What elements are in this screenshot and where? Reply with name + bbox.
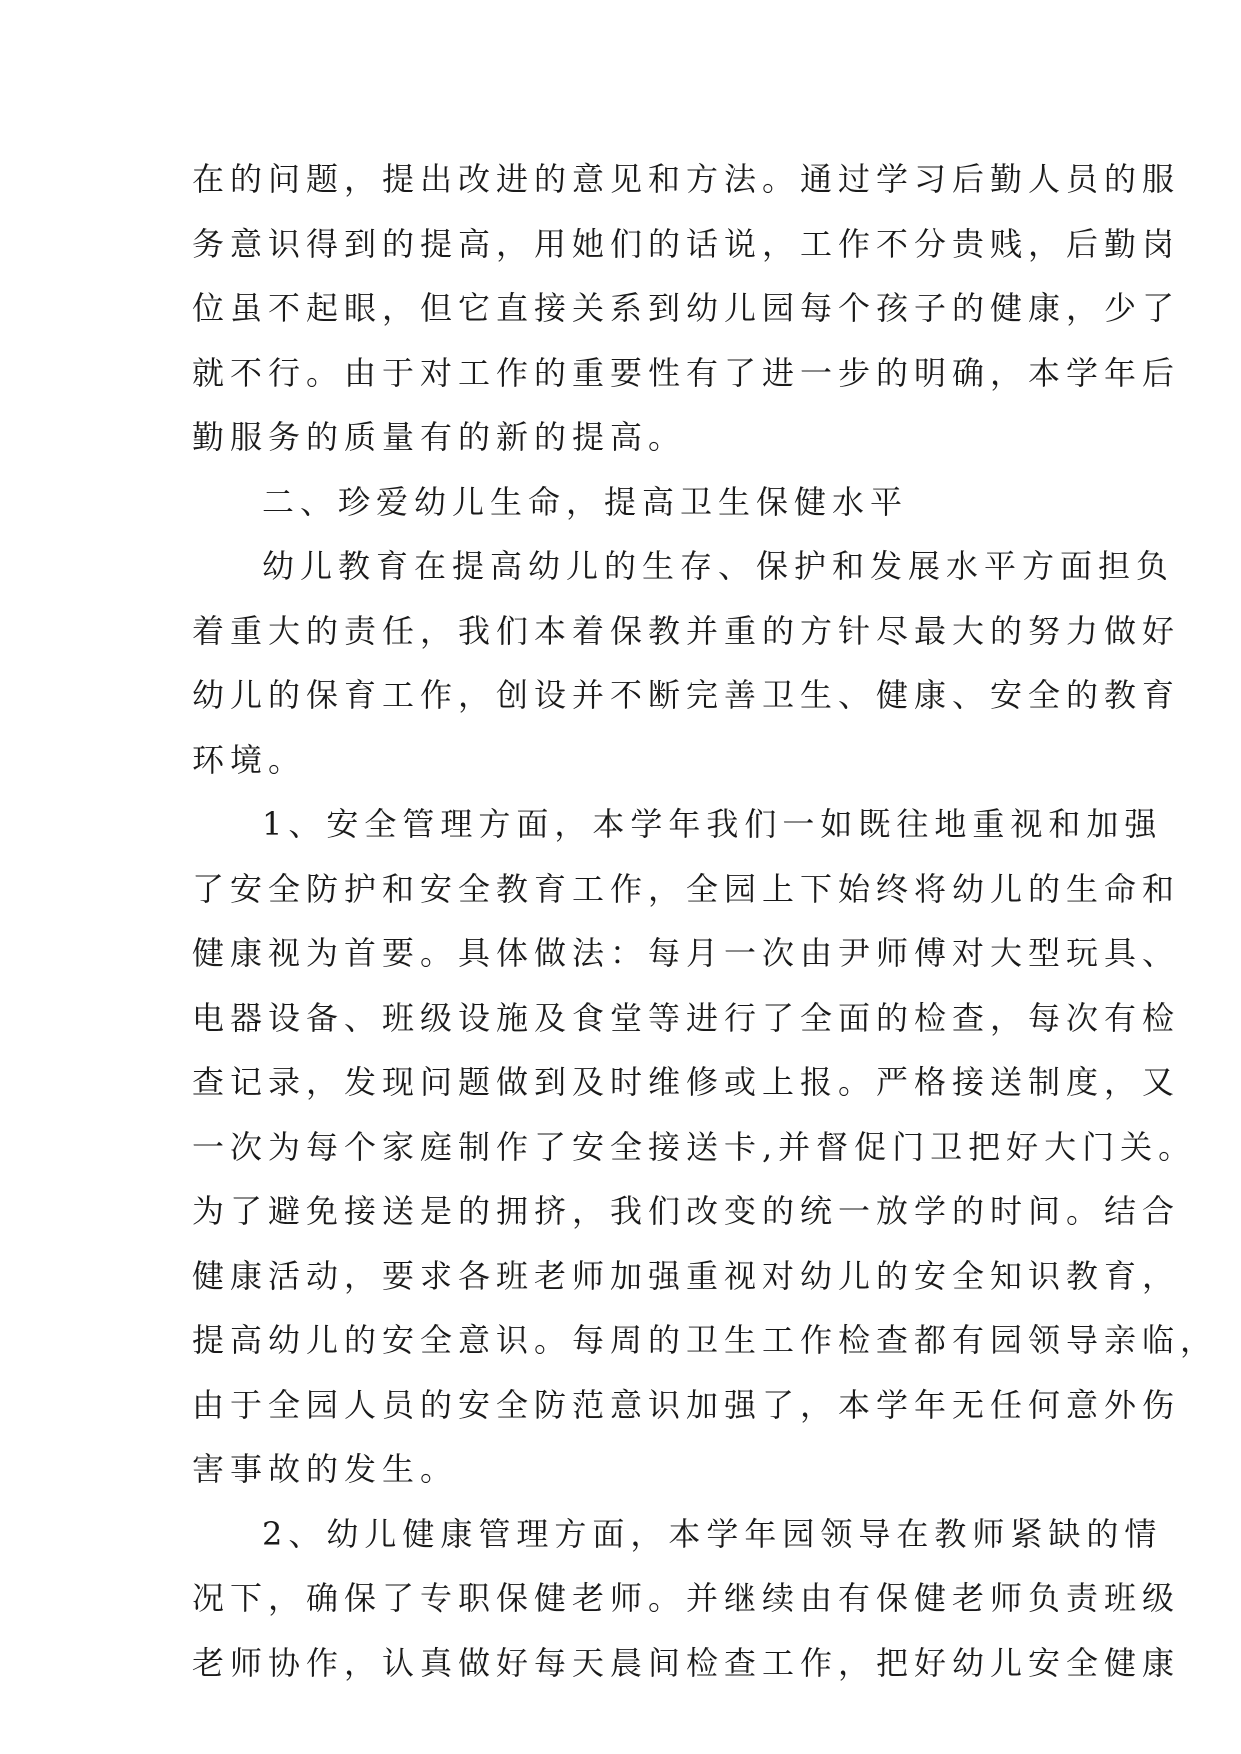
paragraph-continuation (192, 147, 1181, 470)
text-line: 由于全园人员的安全防范意识加强了，本学年无任何意外伤 (192, 1385, 1181, 1424)
text-line: 幼儿教育在提高幼儿的生存、保护和发展水平方面担负 (262, 547, 1175, 585)
text-line: 着重大的责任，我们本着保教并重的方针尽最大的努力做好 (192, 611, 1181, 650)
text-line: 为了避免接送是的拥挤，我们改变的统一放学的时间。结合 (192, 1192, 1181, 1230)
paragraph-safety-management (192, 792, 1219, 1502)
text-line: 就不行。由于对工作的重要性有了进一步的明确，本学年后 (192, 353, 1181, 392)
text-line: 1、安全管理方面，本学年我们一如既往地重视和加强 (262, 805, 1163, 843)
text-line: 健康视为首要。具体做法：每月一次由尹师傅对大型玩具、 (192, 934, 1181, 972)
text-line: 务意识得到的提高，用她们的话说，工作不分贵贱，后勤岗 (192, 224, 1181, 263)
text-line: 查记录，发现问题做到及时维修或上报。严格接送制度，又 (192, 1063, 1181, 1101)
paragraph-intro (192, 534, 1181, 792)
text-line: 电器设备、班级设施及食堂等进行了全面的检查，每次有检 (192, 998, 1181, 1037)
text-line: 况下，确保了专职保健老师。并继续由有保健老师负责班级 (192, 1579, 1181, 1617)
text-line: 幼儿的保育工作，创设并不断完善卫生、健康、安全的教育 (192, 676, 1181, 714)
text-line: 二、珍爱幼儿生命，提高卫生保健水平 (262, 482, 909, 521)
text-line: 老师协作，认真做好每天晨间检查工作，把好幼儿安全健康 (192, 1643, 1181, 1682)
text-line: 环境。 (192, 740, 307, 779)
text-line: 提高幼儿的安全意识。每周的卫生工作检查都有园领导亲临， (192, 1321, 1219, 1359)
paragraph-health-management (192, 1502, 1181, 1696)
text-line: 一次为每个家庭制作了安全接送卡,并督促门卫把好大门关。 (192, 1127, 1197, 1166)
document-body (192, 147, 1219, 1695)
text-line: 2、幼儿健康管理方面，本学年园领导在教师紧缺的情 (262, 1514, 1163, 1553)
text-line: 了安全防护和安全教育工作，全园上下始终将幼儿的生命和 (192, 869, 1181, 908)
section-heading (192, 470, 1050, 535)
text-line: 位虽不起眼，但它直接关系到幼儿园每个孩子的健康，少了 (192, 289, 1181, 327)
text-line: 在的问题，提出改进的意见和方法。通过学习后勤人员的服 (192, 160, 1181, 198)
text-line: 害事故的发生。 (192, 1450, 459, 1488)
text-line: 健康活动，要求各班老师加强重视对幼儿的安全知识教育， (192, 1256, 1181, 1295)
text-line: 勤服务的质量有的新的提高。 (192, 418, 687, 456)
